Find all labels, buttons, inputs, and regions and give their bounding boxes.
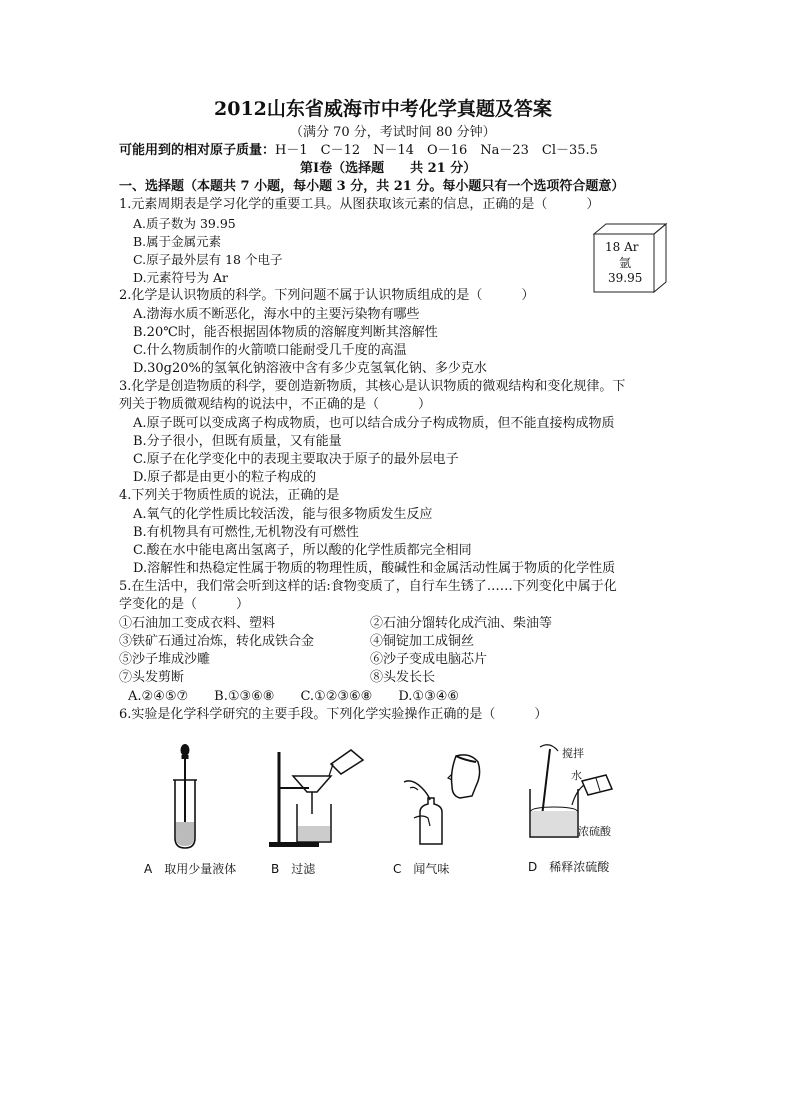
question-2-option-b: B.20℃时，能否根据固体物质的溶解度判断其溶解性 — [133, 325, 438, 340]
question-2-option-a: A.渤海水质不断恶化，海水中的主要污染物有哪些 — [133, 307, 420, 322]
question-5-item: ⑥沙子变成电脑芯片 — [370, 652, 488, 667]
question-5-item: ⑦头发剪断 — [119, 670, 185, 685]
question-5-options: A.②④⑤⑦ B.①③⑥⑧ C.①②③⑥⑧ D.①③④⑥ — [128, 689, 460, 704]
question-4-option-a: A.氧气的化学性质比较活泼，能与很多物质发生反应 — [133, 507, 433, 522]
question-4-stem: 4.下列关于物质性质的说法，正确的是 — [119, 488, 340, 503]
label-stir: 搅拌 — [562, 747, 584, 760]
question-1-option-c: C.原子最外层有 18 个电子 — [133, 252, 283, 267]
atomic-mass-values: H－1 C－12 N－14 O－16 Na－23 Cl－35.5 — [275, 143, 598, 158]
atomic-mass-line — [119, 143, 598, 159]
label-water: 水 — [571, 769, 582, 782]
element-number-symbol: 18 Ar — [605, 240, 639, 254]
figure-caption-d: D 稀释浓硫酸 — [528, 860, 610, 874]
part-title: 第Ⅰ卷（选择题 共 21 分） — [300, 161, 477, 176]
question-5-item: ⑧头发长长 — [370, 670, 436, 685]
question-3-option-c: C.原子在化学变化中的表现主要取决于原子的最外层电子 — [133, 452, 459, 467]
question-3-stem-line1: 3.化学是创造物质的科学，要创造新物质，其核心是认识物质的微观结构和变化规律。下 — [119, 379, 626, 394]
exam-info: （满分 70 分，考试时间 80 分钟） — [290, 125, 496, 140]
filtration-figure — [265, 742, 365, 848]
question-4-option-c: C.酸在水中能电离出氢离子，所以酸的化学性质都完全相同 — [133, 543, 472, 558]
question-3-option-d: D.原子都是由更小的粒子构成的 — [133, 470, 317, 485]
question-3-option-a: A.原子既可以变成离子构成物质，也可以结合成分子构成物质，但不能直接构成物质 — [133, 416, 615, 431]
question-4-option-b: B.有机物具有可燃性,无机物没有可燃性 — [133, 525, 359, 540]
question-2-option-d: D.30g20%的氢氧化钠溶液中含有多少克氢氧化钠、多少克水 — [133, 361, 487, 376]
figure-caption-c: C 闻气味 — [393, 862, 450, 876]
question-5-item: ①石油加工变成衣料、塑料 — [119, 616, 276, 631]
section-title: 一、选择题（本题共 7 小题，每小题 3 分，共 21 分。每小题只有一个选项符合题意） — [119, 179, 625, 194]
question-1-stem: 1.元素周期表是学习化学的重要工具。从图获取该元素的信息，正确的是（ ） — [119, 197, 600, 212]
figure-caption-b: B 过滤 — [271, 862, 316, 876]
question-4-option-d: D.溶解性和热稳定性属于物质的物理性质，酸碱性和金属活动性属于物质的化学性质 — [133, 561, 616, 576]
question-3-option-b: B.分子很小，但既有质量，又有能量 — [133, 434, 342, 449]
atomic-mass-label: 可能用到的相对原子质量： — [119, 143, 276, 158]
question-1-option-a: A.质子数为 39.95 — [133, 216, 236, 231]
question-1-option-d: D.元素符号为 Ar — [133, 270, 229, 285]
question-2-stem: 2.化学是认识物质的科学。下列问题不属于认识物质组成的是（ ） — [119, 288, 535, 303]
label-acid: 浓硫酸 — [578, 825, 611, 838]
dropper-test-tube-figure — [165, 742, 205, 850]
page-title: 2012山东省威海市中考化学真题及答案 — [214, 98, 552, 120]
question-5-item: ③铁矿石通过冶炼，转化成铁合金 — [119, 634, 315, 649]
question-5-stem-line1: 5.在生活中，我们常会听到这样的话:食物变质了，自行车生锈了……下列变化中属于化 — [119, 579, 617, 594]
element-name: 氩 — [619, 256, 632, 270]
question-5-item: ②石油分馏转化成汽油、柴油等 — [370, 616, 553, 631]
figure-caption-a: A 取用少量液体 — [144, 862, 237, 876]
question-3-stem-line2: 列关于物质微观结构的说法中，不正确的是（ ） — [119, 397, 432, 412]
question-1-option-b: B.属于金属元素 — [133, 234, 222, 249]
question-5-item: ⑤沙子堆成沙雕 — [119, 652, 211, 667]
question-5-item: ④铜锭加工成铜丝 — [370, 634, 475, 649]
question-5-stem-line2: 学变化的是（ ） — [119, 597, 250, 612]
smell-wafting-figure — [400, 752, 490, 848]
element-mass: 39.95 — [608, 271, 643, 285]
question-2-option-c: C.什么物质制作的火箭喷口能耐受几千度的高温 — [133, 343, 407, 358]
question-6-stem: 6.实验是化学科学研究的主要手段。下列化学实验操作正确的是（ ） — [119, 707, 548, 722]
